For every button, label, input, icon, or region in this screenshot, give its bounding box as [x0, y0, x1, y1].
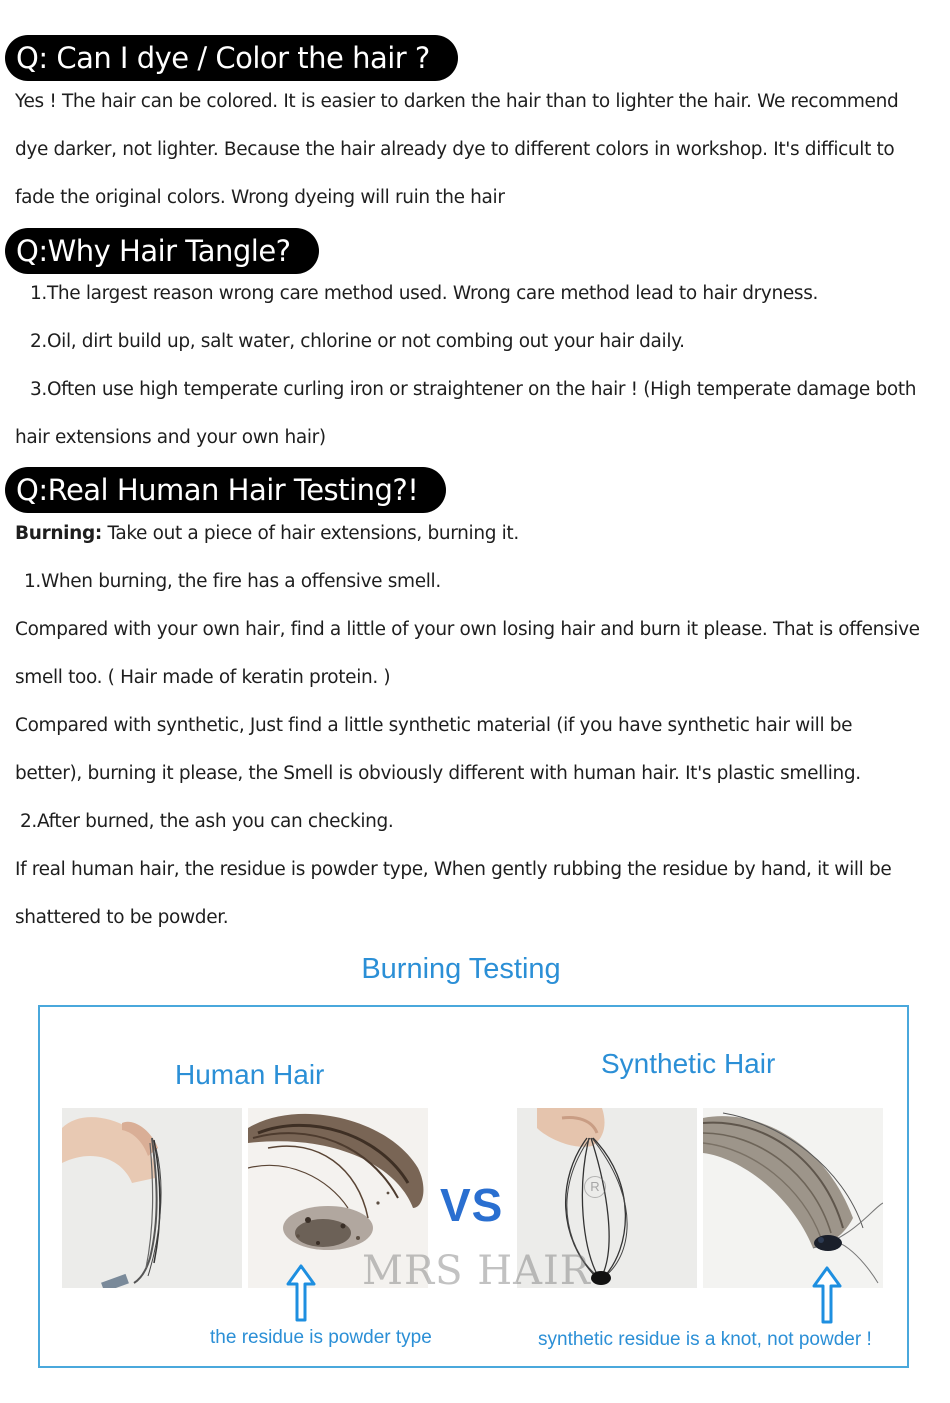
burning-label: Burning: — [15, 523, 102, 544]
answer-line: 1.The largest reason wrong care method used. Wrong care method lead to hair dryness. — [30, 283, 819, 304]
question-tangle-heading: Q:Why Hair Tangle? — [5, 228, 319, 274]
answer-line: Compared with synthetic, Just find a little synthetic material (if you have synthetic hair will be — [15, 715, 853, 736]
vs-label: VS — [440, 1179, 504, 1231]
answer-line: shattered to be powder. — [15, 907, 229, 928]
synthetic-hair-label: Synthetic Hair — [601, 1048, 776, 1079]
burning-text: Take out a piece of hair extensions, burning it. — [101, 523, 519, 544]
figure-title: Burning Testing — [361, 953, 561, 985]
answer-line: 2.After burned, the ash you can checking. — [20, 811, 394, 832]
answer-line: 3.Often use high temperate curling iron or straightener on the hair ! (High temperate damage both — [30, 379, 917, 400]
question-testing-heading: Q:Real Human Hair Testing?! — [5, 467, 446, 513]
up-arrow-icon — [812, 1266, 842, 1324]
answer-line: 2.Oil, dirt build up, salt water, chlorine or not combing out your hair daily. — [30, 331, 685, 352]
brand-watermark: MRS HAIR — [362, 1248, 591, 1294]
human-hair-label: Human Hair — [175, 1059, 325, 1090]
answer-line: hair extensions and your own hair) — [15, 427, 326, 448]
registered-mark: R — [584, 1176, 606, 1198]
answer-line: If real human hair, the residue is powder type, When gently rubbing the residue by hand, it will be — [15, 859, 892, 880]
answer-line: better), burning it please, the Smell is obviously different with human hair. It's plastic smelling. — [15, 763, 861, 784]
answer-line: smell too. ( Hair made of keratin protein. ) — [15, 667, 391, 688]
up-arrow-icon — [286, 1264, 316, 1322]
burning-intro — [15, 522, 945, 546]
answer-line: dye darker, not lighter. Because the hair already dye to different colors in workshop. It's difficult to — [15, 139, 895, 160]
question-dye-heading: Q: Can I dye / Color the hair ? — [5, 35, 458, 81]
answer-line: Compared with your own hair, find a little of your own losing hair and burn it please. That is offensive — [15, 619, 920, 640]
answer-line: Yes ! The hair can be colored. It is easier to darken the hair than to lighter the hair. We recommend — [15, 91, 899, 112]
synthetic-residue-caption: synthetic residue is a knot, not powder ! — [538, 1329, 872, 1350]
hair-strand-photo — [62, 1108, 242, 1288]
human-residue-caption: the residue is powder type — [210, 1327, 432, 1348]
synthetic-knot-photo — [703, 1108, 883, 1288]
answer-line: fade the original colors. Wrong dyeing will ruin the hair — [15, 187, 505, 208]
answer-line: 1.When burning, the fire has a offensive smell. — [24, 571, 441, 592]
